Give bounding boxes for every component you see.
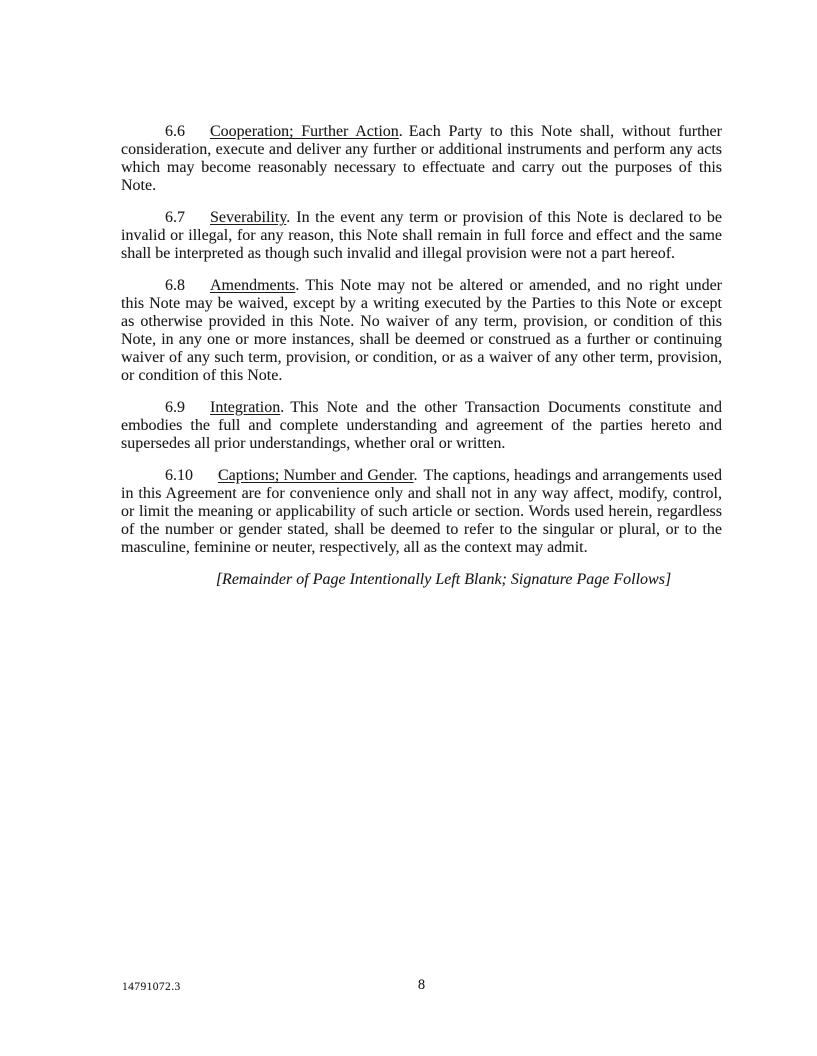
document-body: [121, 123, 722, 603]
section-body-text: This Note and the other Transaction Documents constitute and embodies the full and complete understanding and agreement of the parties hereto and supersedes all prior understandings, whether oral or written.: [121, 399, 722, 452]
section-heading: Integration: [210, 399, 281, 416]
footer-page-number: 8: [417, 977, 426, 993]
section-heading-period: .: [286, 209, 291, 226]
section-number: 6.10: [165, 467, 193, 484]
section-6-8: [121, 277, 722, 385]
section-body-text: The captions, headings and arrangements used in this Agreement are for convenience only and shall not in any way affect, modify, control, or limit the meaning or applicability of such article or section. Words used herein, regardless of the number or gender stated, shall be deemed to refer to the singular or plural, or to the masculine, feminine or neuter, respectively, all as the context may admit.: [121, 467, 722, 556]
section-heading-period: .: [398, 123, 403, 140]
section-number: 6.9: [165, 399, 185, 416]
section-body-text: Each Party to this Note shall, without further consideration, execute and deliver any further or additional instruments and perform any acts which may become reasonably necessary to effectuate and carry out the purposes of this Note.: [121, 123, 722, 194]
section-number: 6.7: [165, 209, 185, 226]
section-heading: Amendments: [210, 277, 296, 294]
remainder-notice: [Remainder of Page Intentionally Left Blank; Signature Page Follows]: [215, 571, 672, 588]
section-number: 6.6: [165, 123, 185, 140]
section-number: 6.8: [165, 277, 185, 294]
section-heading: Captions; Number and Gender: [218, 467, 414, 484]
section-heading: Severability: [210, 209, 287, 226]
section-6-10: [121, 467, 722, 557]
section-heading-period: .: [295, 277, 300, 294]
section-body-text: This Note may not be altered or amended, and no right under this Note may be waived, except by a writing executed by the Parties to this Note or except as otherwise provided in this Note. No waiver of any term, provision, or condition of this Note, in any one or more instances, shall be deemed or construed as a further or continuing waiver of any such term, provision, or condition, or as a waiver of any other term, provision, or condition of this Note.: [121, 277, 722, 384]
section-body-text: In the event any term or provision of this Note is declared to be invalid or illegal, for any reason, this Note shall remain in full force and effect and the same shall be interpreted as though such invalid and illegal provision were not a part hereof.: [121, 209, 722, 262]
section-6-6: [121, 123, 722, 195]
section-6-9: [121, 399, 722, 453]
footer-document-number: 14791072.3: [122, 981, 181, 993]
section-heading: Cooperation; Further Action: [210, 123, 399, 140]
section-6-7: [121, 209, 722, 263]
section-heading-period: .: [280, 399, 285, 416]
section-heading-period: .: [413, 467, 418, 484]
